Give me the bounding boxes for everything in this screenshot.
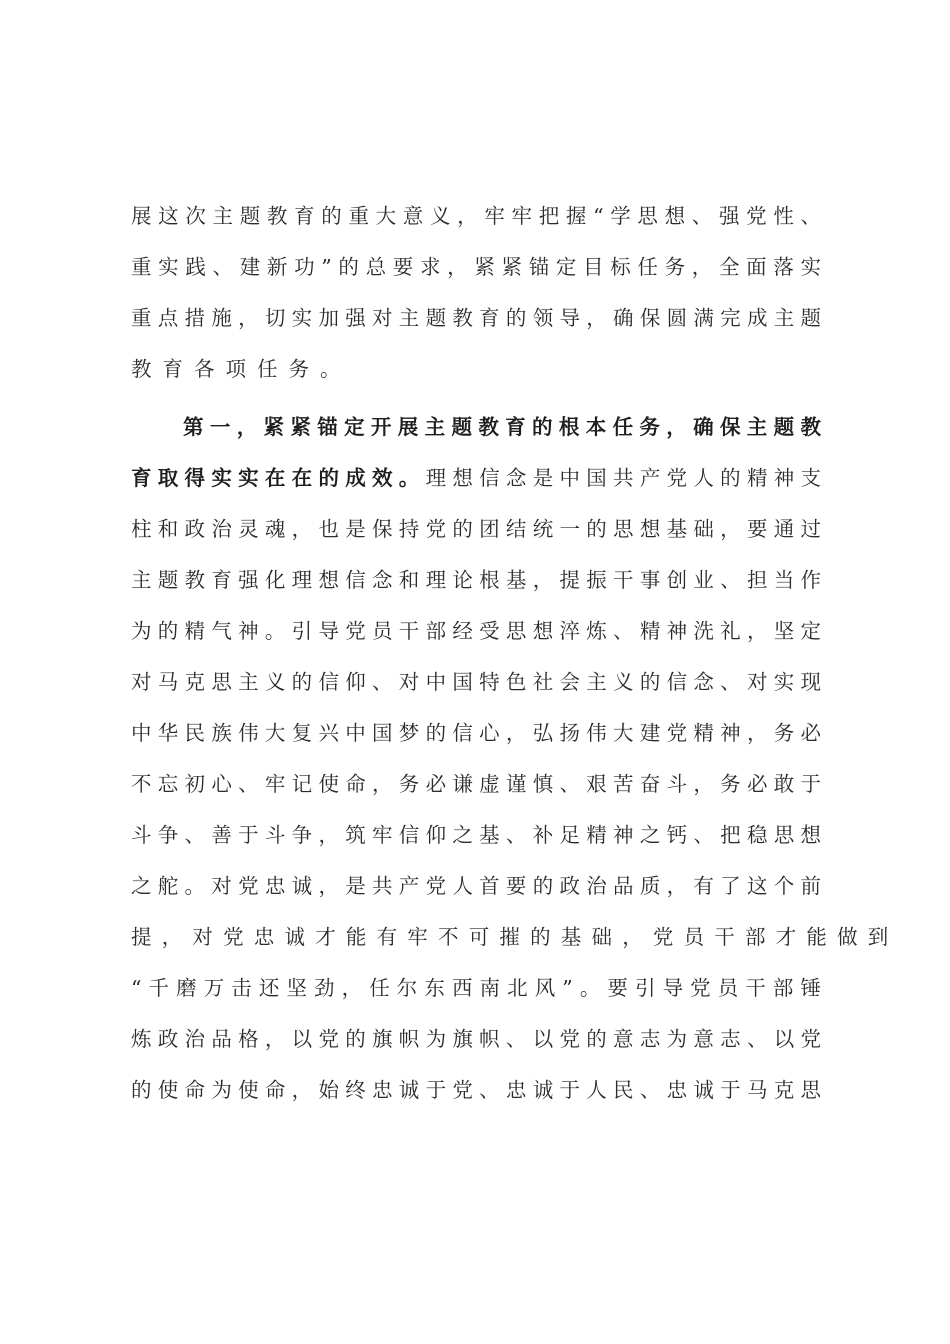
body-text-line: 中华民族伟大复兴中国梦的信心，弘扬伟大建党精神，务必 xyxy=(131,721,821,745)
body-text-line: 斗争、善于斗争，筑牢信仰之基、补足精神之钙、把稳思想 xyxy=(131,823,821,847)
body-text-line: 重点措施，切实加强对主题教育的领导，确保圆满完成主题 xyxy=(131,306,821,330)
body-text-line: 对马克思主义的信仰、对中国特色社会主义的信念、对实现 xyxy=(131,670,821,694)
body-text-line: 提，对党忠诚才能有牢不可摧的基础，党员干部才能做到 xyxy=(131,925,899,949)
body-text-line: 教育各项任务。 xyxy=(131,357,352,381)
body-text-line: 主题教育强化理想信念和理论根基，提振干事创业、担当作 xyxy=(131,568,821,592)
body-text-line: 柱和政治灵魂，也是保持党的团结统一的思想基础，要通过 xyxy=(131,517,821,541)
section-heading-tail: 育取得实实在在的成效。 xyxy=(131,466,426,490)
mixed-text-line xyxy=(131,460,821,496)
body-text-line: 炼政治品格，以党的旗帜为旗帜、以党的意志为意志、以党 xyxy=(131,1027,821,1051)
body-text-line: “千磨万击还坚劲，任尔东西南北风”。要引导党员干部锤 xyxy=(131,976,821,1000)
body-text-line: 为的精气神。引导党员干部经受思想淬炼、精神洗礼，坚定 xyxy=(131,619,821,643)
body-text-line: 的使命为使命，始终忠诚于党、忠诚于人民、忠诚于马克思 xyxy=(131,1078,821,1102)
body-text-segment: 理想信念是中国共产党人的精神支 xyxy=(425,466,821,490)
body-text-line: 不忘初心、牢记使命，务必谦虚谨慎、艰苦奋斗，务必敢于 xyxy=(131,772,821,796)
body-text-line: 重实践、建新功”的总要求，紧紧锚定目标任务，全面落实 xyxy=(131,255,821,279)
body-text-line: 展这次主题教育的重大意义，牢牢把握“学思想、强党性、 xyxy=(131,204,821,228)
body-text-line: 之舵。对党忠诚，是共产党人首要的政治品质，有了这个前 xyxy=(131,874,821,898)
section-heading-line: 第一，紧紧锚定开展主题教育的根本任务，确保主题教 xyxy=(183,415,821,439)
